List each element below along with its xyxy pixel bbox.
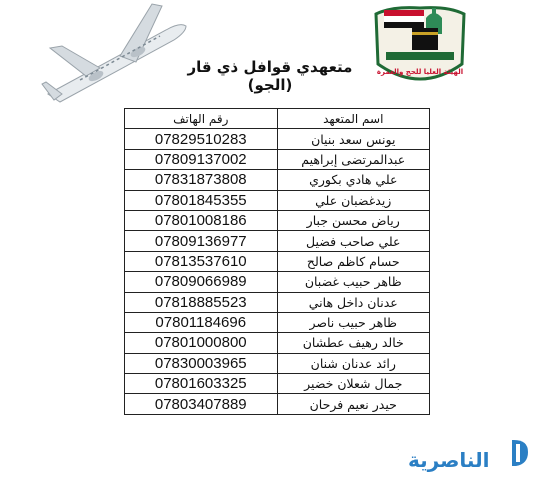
emblem-caption: الهيئة العليا للحج والعمرة — [376, 68, 464, 76]
table-row — [125, 129, 430, 149]
column-header-name: اسم المتعهد — [277, 109, 430, 129]
phone-cell: 07809137002 — [125, 149, 278, 169]
table-row — [125, 292, 430, 312]
table-row — [125, 272, 430, 292]
phone-cell: 07801845355 — [125, 190, 278, 210]
name-cell: عدنان داخل هاني — [277, 292, 430, 312]
table-row — [125, 251, 430, 271]
name-cell: يونس سعد بنيان — [277, 129, 430, 149]
name-cell: علي هادي بكوري — [277, 170, 430, 190]
name-cell: زيدغضبان علي — [277, 190, 430, 210]
name-cell: خالد رهيف عطشان — [277, 333, 430, 353]
watermark-text: الناصرية — [408, 448, 490, 472]
table-row — [125, 231, 430, 251]
name-cell: جمال شعلان خضير — [277, 374, 430, 394]
name-cell: رياض محسن جبار — [277, 210, 430, 230]
phone-cell: 07818885523 — [125, 292, 278, 312]
name-cell: حسام كاظم صالح — [277, 251, 430, 271]
phone-cell: 07803407889 — [125, 394, 278, 414]
table-row — [125, 353, 430, 373]
column-header-phone: رقم الهاتف — [125, 109, 278, 129]
table-row — [125, 190, 430, 210]
phone-cell: 07829510283 — [125, 129, 278, 149]
phone-cell: 07830003965 — [125, 353, 278, 373]
name-cell: ظاهر حبيب ناصر — [277, 312, 430, 332]
table-row — [125, 394, 430, 414]
phone-cell: 07801184696 — [125, 312, 278, 332]
phone-cell: 07801603325 — [125, 374, 278, 394]
phone-cell: 07831873808 — [125, 170, 278, 190]
phone-cell: 07801000800 — [125, 333, 278, 353]
name-cell: عبدالمرتضى إبراهيم — [277, 149, 430, 169]
name-cell: رائد عدنان شنان — [277, 353, 430, 373]
table-row — [125, 312, 430, 332]
page-title: متعهدي قوافل ذي قار (الجو) — [187, 58, 353, 94]
table-header-row — [125, 109, 430, 129]
airplane-icon — [40, 2, 190, 107]
hajj-authority-emblem — [372, 4, 468, 92]
table-row — [125, 149, 430, 169]
table-row — [125, 374, 430, 394]
phone-cell: 07809136977 — [125, 231, 278, 251]
name-cell: علي صاحب فضيل — [277, 231, 430, 251]
name-cell: ظاهر حبيب غضبان — [277, 272, 430, 292]
table-row — [125, 210, 430, 230]
table-row — [125, 333, 430, 353]
name-cell: حيدر نعيم فرحان — [277, 394, 430, 414]
phone-cell: 07813537610 — [125, 251, 278, 271]
table-row — [125, 170, 430, 190]
contractors-table — [124, 108, 430, 415]
phone-cell: 07809066989 — [125, 272, 278, 292]
phone-cell: 07801008186 — [125, 210, 278, 230]
